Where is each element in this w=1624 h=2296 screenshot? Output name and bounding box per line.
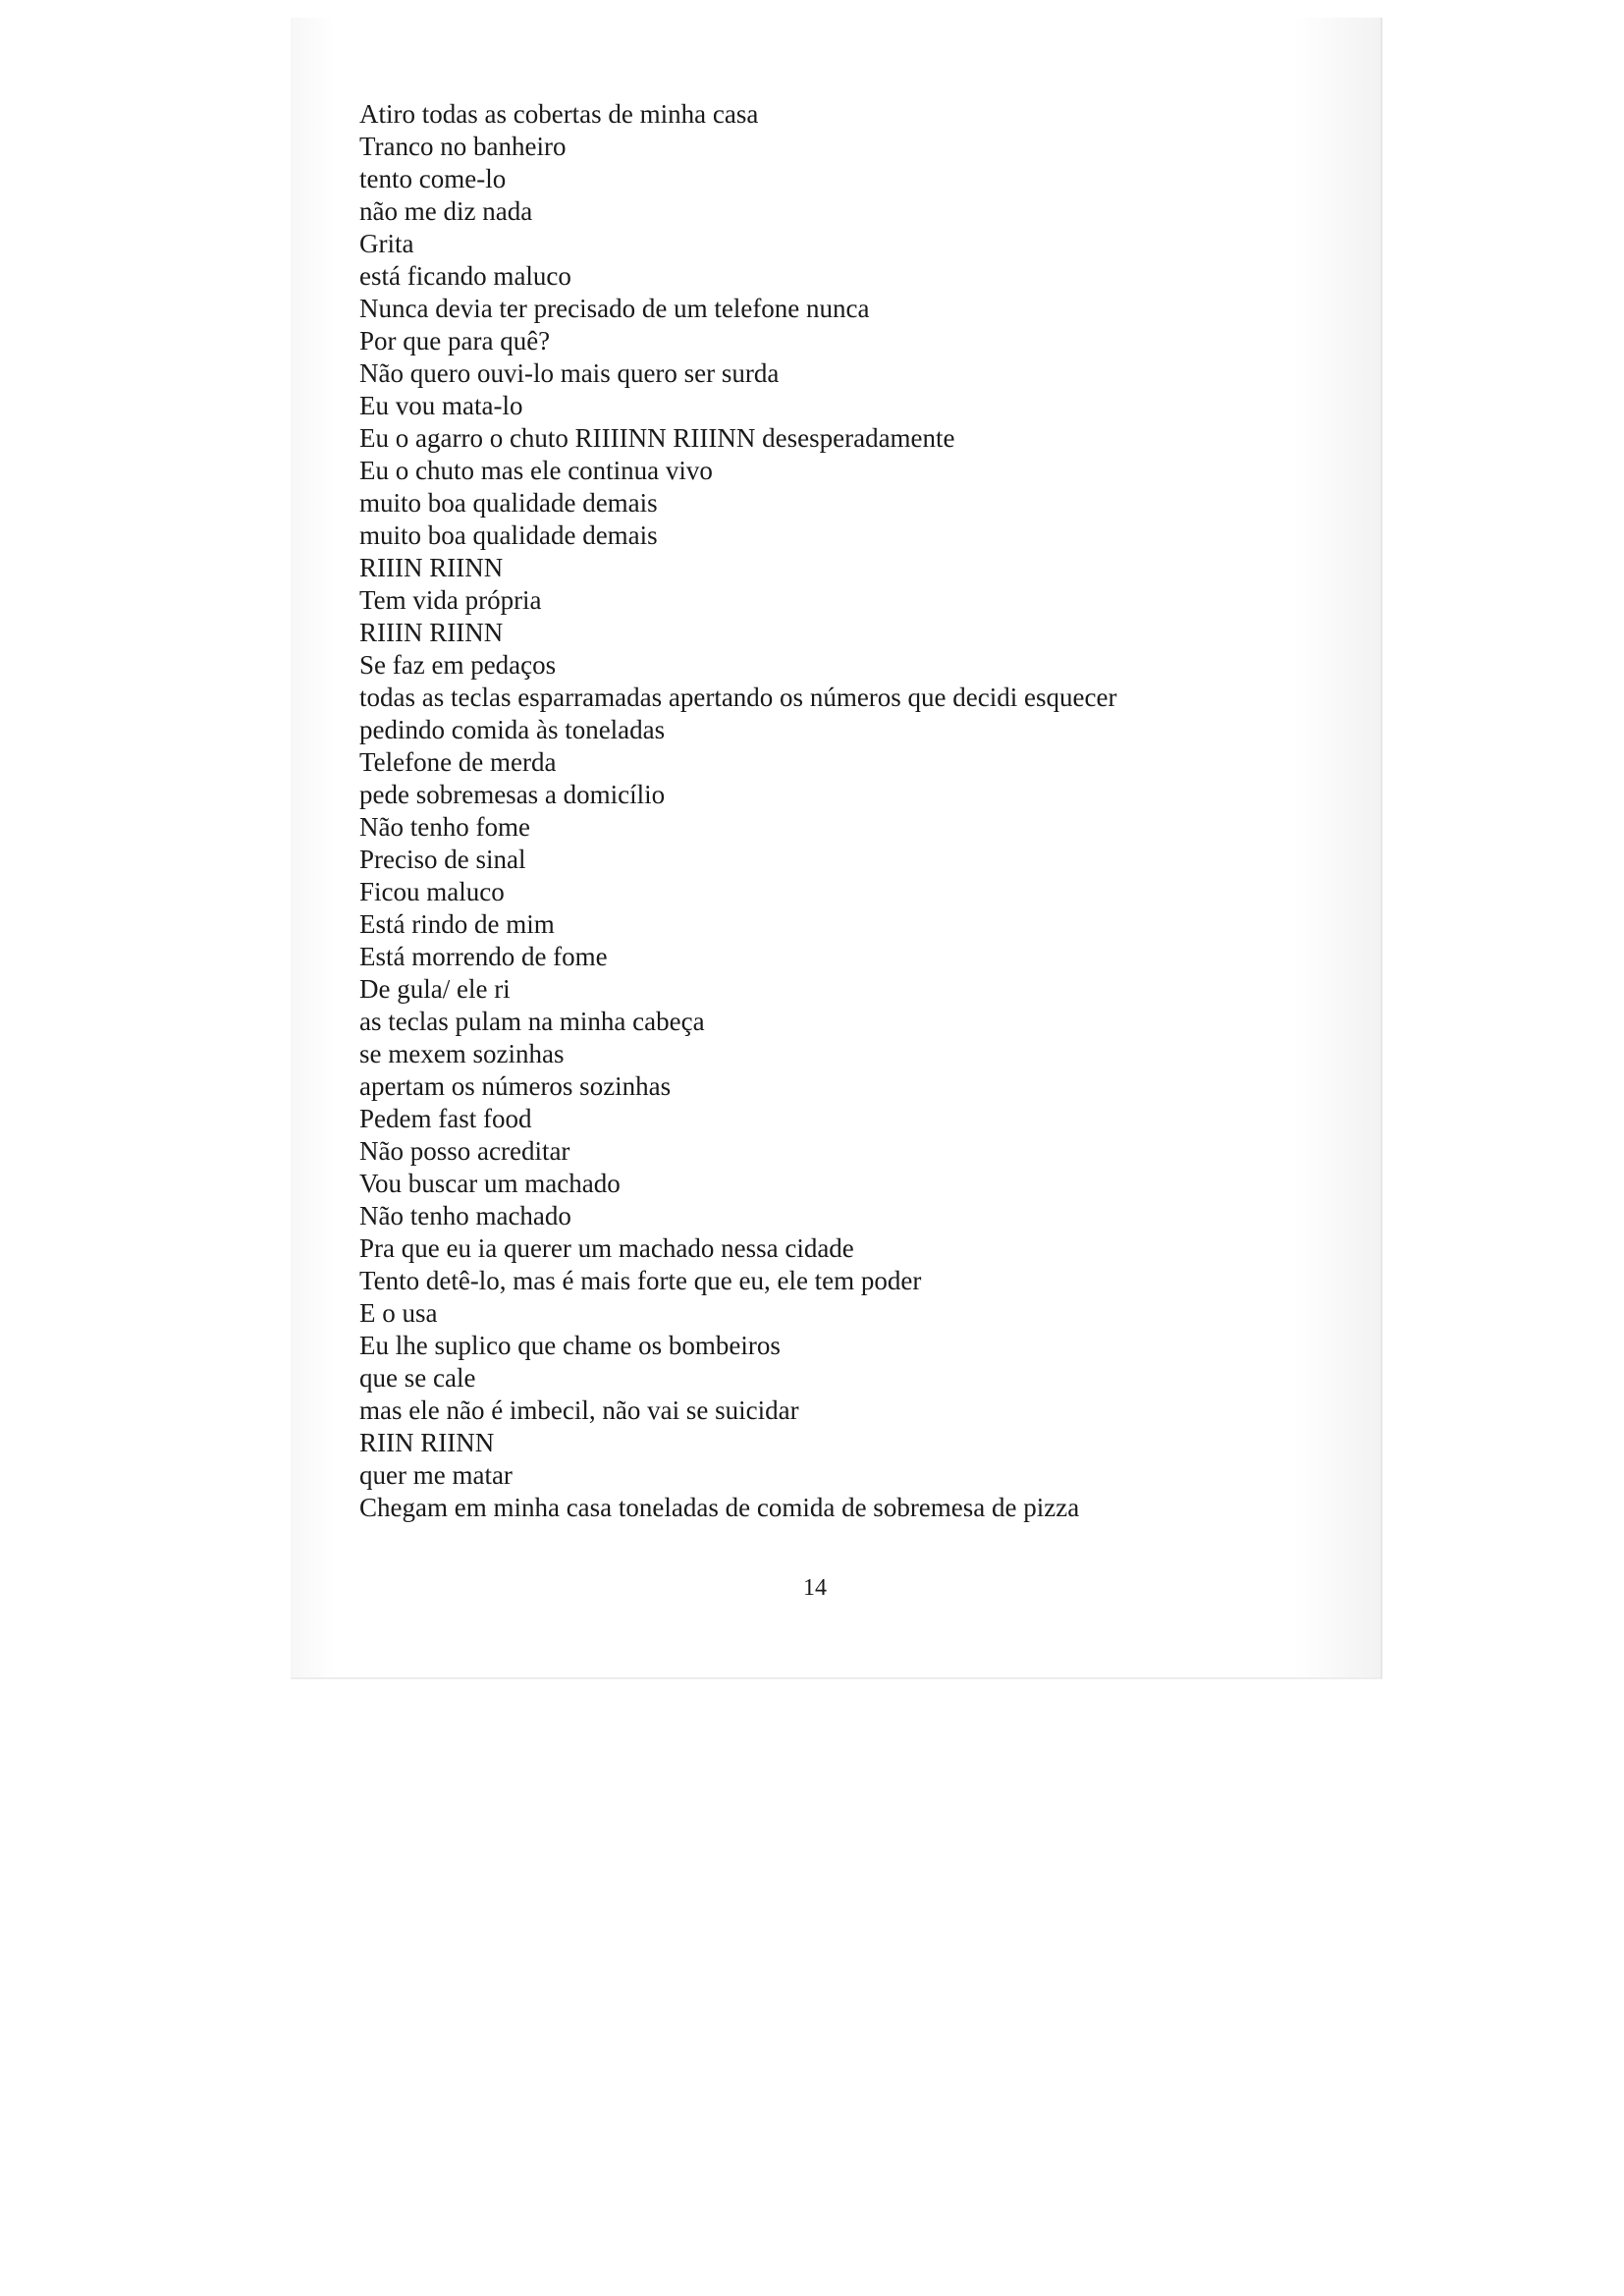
poem-line: pedindo comida às toneladas — [359, 715, 666, 744]
poem-line: muito boa qualidade demais — [359, 488, 658, 518]
poem-line: Se faz em pedaços — [359, 650, 557, 680]
poem-line: todas as teclas esparramadas apertando os números que decidi esquecer — [359, 683, 1117, 712]
poem-line: Telefone de merda — [359, 747, 557, 777]
poem-line: se mexem sozinhas — [359, 1039, 565, 1068]
poem-line: apertam os números sozinhas — [359, 1071, 672, 1101]
poem-line: RIIN RIINN — [359, 1428, 495, 1457]
poem-line: Vou buscar um machado — [359, 1169, 621, 1198]
poem-line: mas ele não é imbecil, não vai se suicidar — [359, 1395, 799, 1425]
poem-line: Grita — [359, 229, 414, 258]
poem-line: as teclas pulam na minha cabeça — [359, 1007, 705, 1036]
poem-line: Não tenho machado — [359, 1201, 571, 1230]
poem-line: Pra que eu ia querer um machado nessa cidade — [359, 1233, 854, 1263]
poem-line: Está rindo de mim — [359, 909, 555, 939]
poem-line: não me diz nada — [359, 196, 533, 226]
poem-line: Chegam em minha casa toneladas de comida de sobremesa de pizza — [359, 1493, 1080, 1522]
poem-line: Não tenho fome — [359, 812, 530, 842]
poem-line: Eu lhe suplico que chame os bombeiros — [359, 1331, 781, 1360]
poem-line: RIIIN RIINN — [359, 618, 504, 647]
poem-line: Eu o agarro o chuto RIIIINN RIIINN desesperadamente — [359, 423, 955, 453]
poem-line: E o usa — [359, 1298, 438, 1328]
poem-line: Por que para quê? — [359, 326, 551, 355]
poem-line: Não posso acreditar — [359, 1136, 570, 1166]
poem-line: Não quero ouvi-lo mais quero ser surda — [359, 358, 780, 388]
poem-line: Preciso de sinal — [359, 845, 526, 874]
poem-text — [359, 98, 1341, 1524]
poem-line: De gula/ ele ri — [359, 974, 511, 1004]
poem-line: que se cale — [359, 1363, 476, 1393]
poem-line: Eu vou mata-lo — [359, 391, 523, 420]
poem-line: pede sobremesas a domicílio — [359, 780, 666, 809]
poem-line: RIIIN RIINN — [359, 553, 504, 582]
poem-line: Nunca devia ter precisado de um telefone nunca — [359, 294, 870, 323]
poem-line: quer me matar — [359, 1460, 513, 1490]
poem-line: tento come-lo — [359, 164, 507, 193]
poem-line: Pedem fast food — [359, 1104, 532, 1133]
page-number: 14 — [803, 1575, 827, 1601]
poem-line: Tento detê-lo, mas é mais forte que eu, ele tem poder — [359, 1266, 922, 1295]
poem-line: Eu o chuto mas ele continua vivo — [359, 456, 713, 485]
poem-line: Atiro todas as cobertas de minha casa — [359, 99, 759, 129]
poem-line: Tem vida própria — [359, 585, 542, 615]
poem-line: Ficou maluco — [359, 877, 505, 906]
poem-line: está ficando maluco — [359, 261, 571, 291]
poem-line: Está morrendo de fome — [359, 942, 608, 971]
poem-line: muito boa qualidade demais — [359, 520, 658, 550]
poem-line: Tranco no banheiro — [359, 132, 567, 161]
